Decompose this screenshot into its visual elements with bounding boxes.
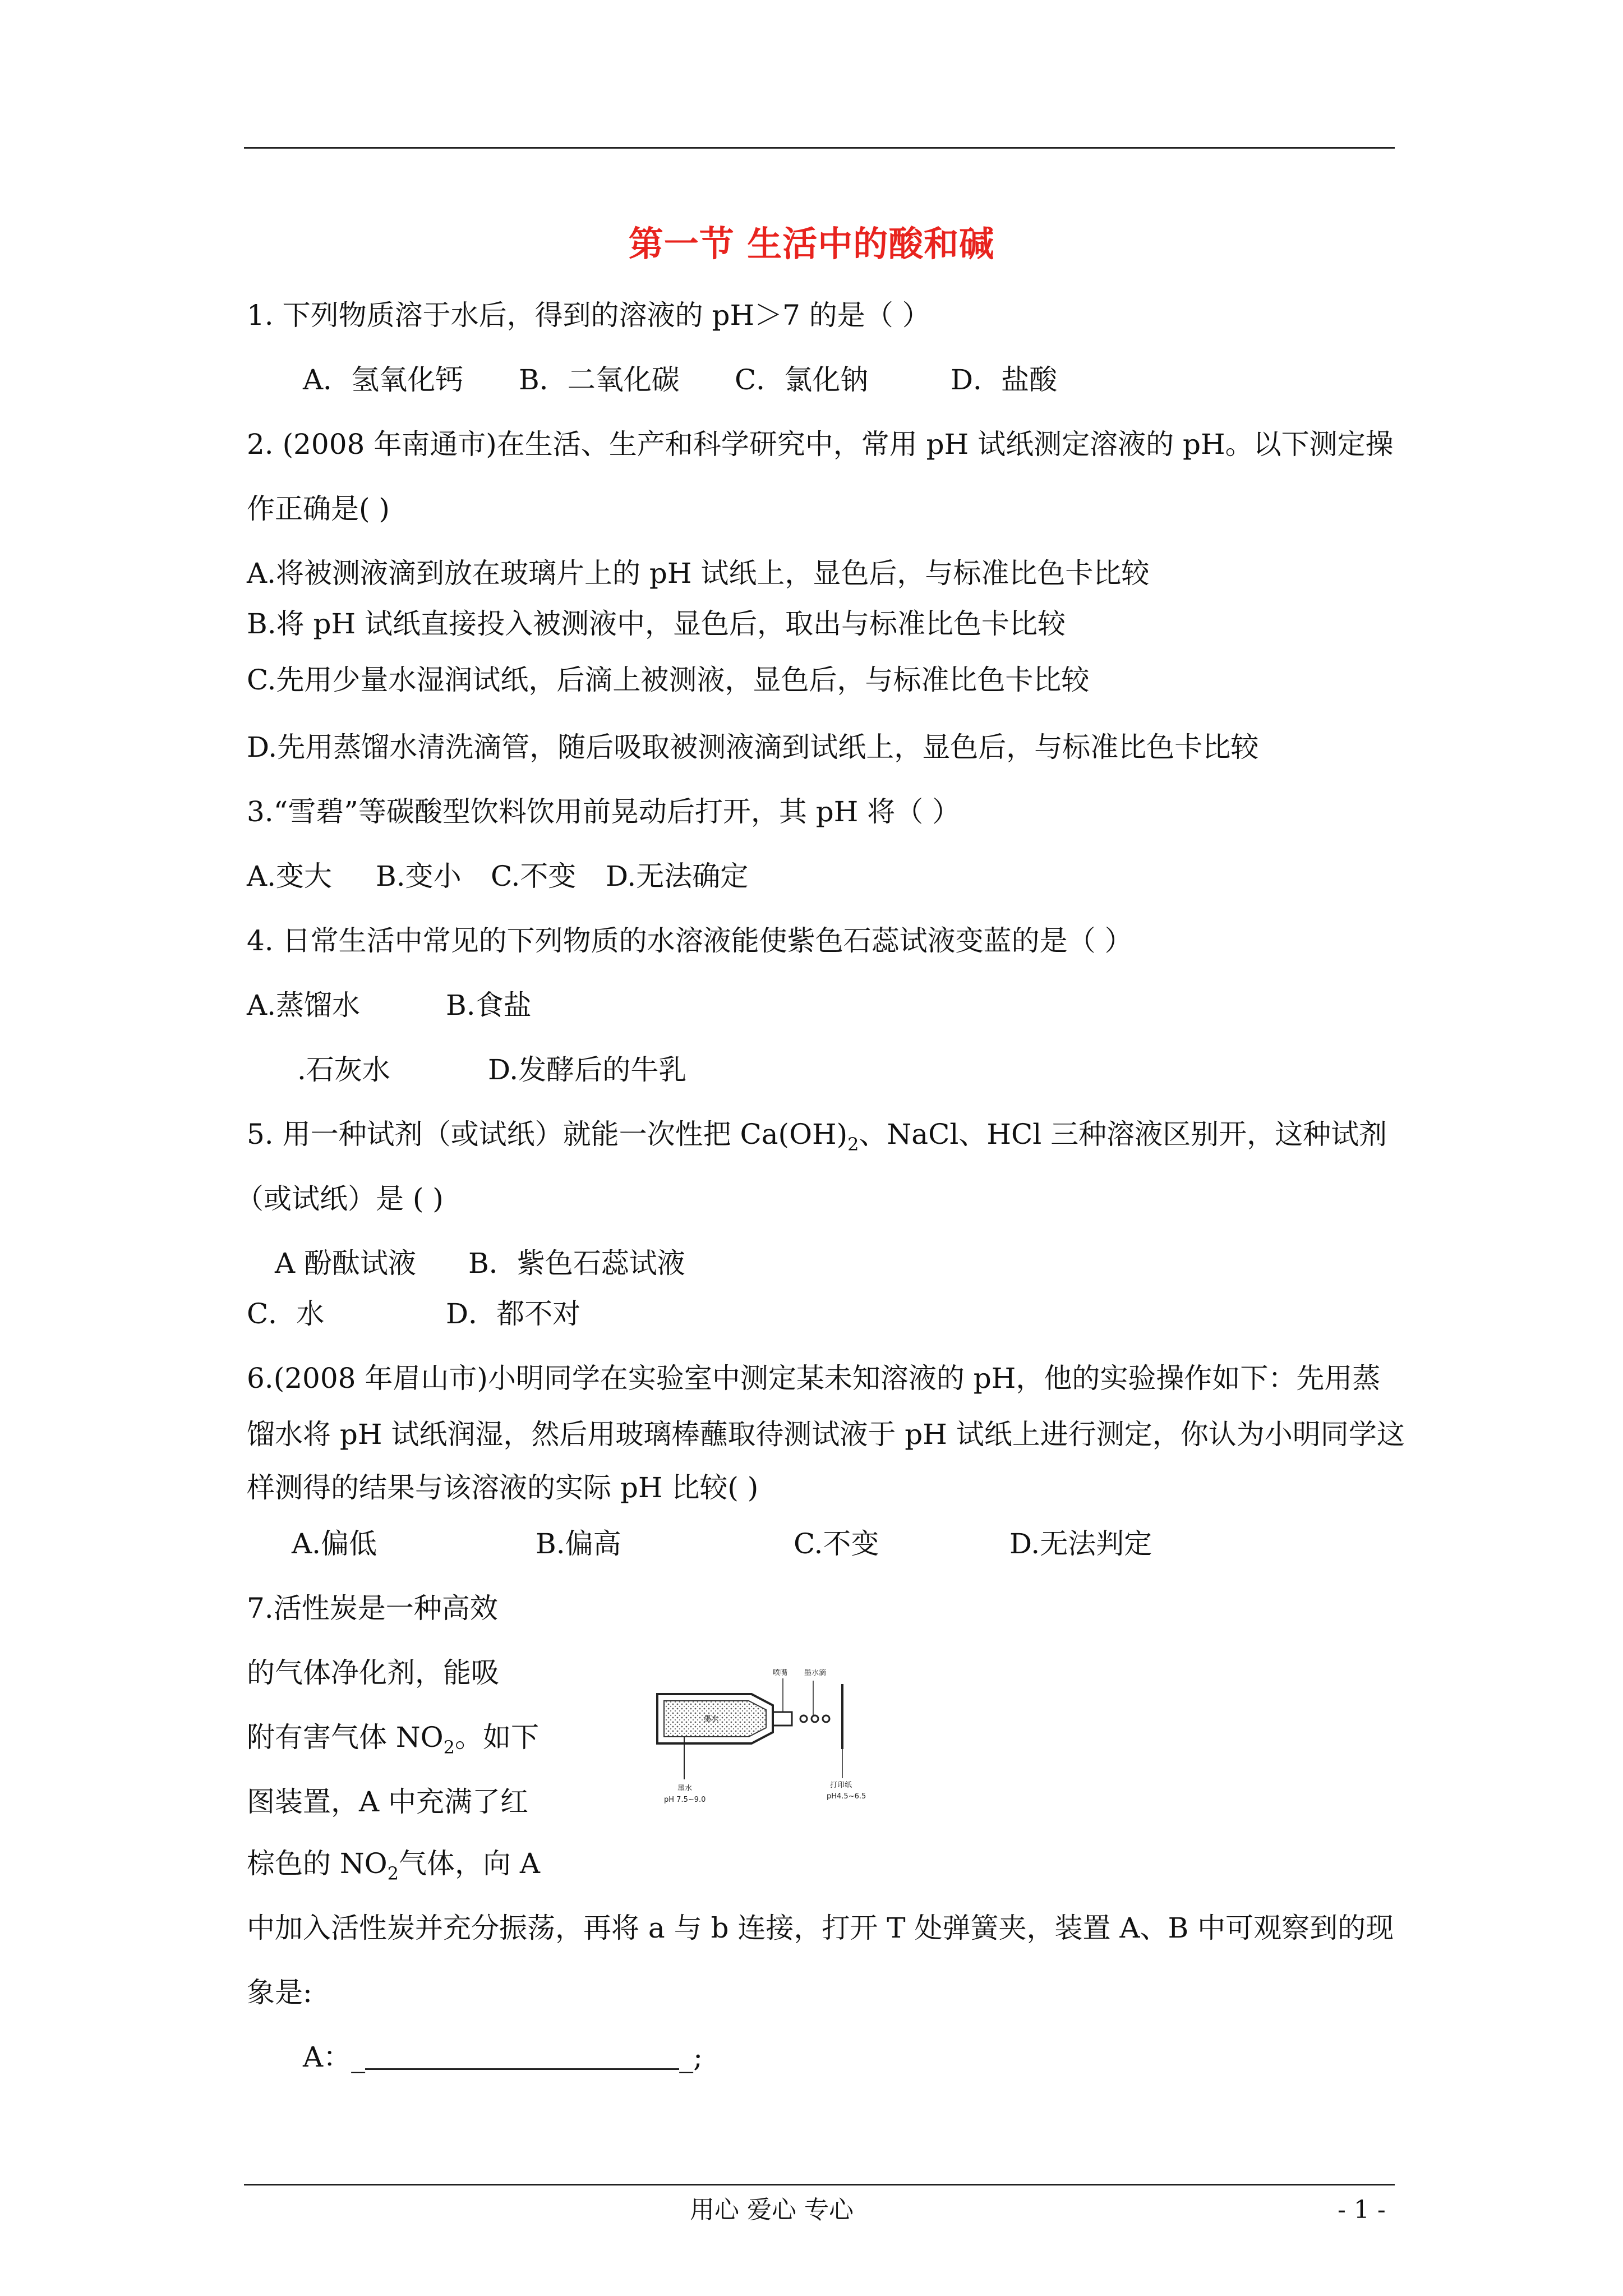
q7-answer-a-prefix: A：_: [303, 2041, 366, 2073]
q3-option-b: B.变小: [376, 860, 462, 892]
q1-option-b: B．二氧化碳: [519, 364, 680, 396]
q2-option-d: D.先用蒸馏水清洗滴管，随后吸取被测液滴到试纸上，显色后，与标准比色卡比较: [247, 731, 1259, 763]
ink-drop-2: [811, 1715, 818, 1722]
ink-ph-label: pH 7.5~9.0: [664, 1796, 706, 1804]
q3-option-c: C.不变: [491, 860, 577, 892]
q7-line3-subscript: 2: [443, 1737, 455, 1758]
q1-option-d: D．盐酸: [951, 364, 1058, 396]
q6-option-c: C.不变: [794, 1527, 879, 1560]
q7-line3-part2: 。如下: [455, 1721, 539, 1754]
q7-line5-part2: 气体，向 A: [399, 1847, 541, 1880]
q1-option-c: C．氯化钠: [735, 364, 869, 396]
q7-line2: 的气体净化剂，能吸: [247, 1657, 499, 1689]
q7-line3-part1: 附有害气体 NO: [247, 1721, 444, 1754]
q5-stem-line2: （或试纸）是 ( ): [236, 1182, 444, 1215]
q5-option-a: A 酚酞试液: [275, 1247, 417, 1280]
page-number: - 1 -: [1338, 2196, 1386, 2224]
q7-line7: 象是:: [247, 1976, 312, 2009]
q7-line5: [247, 1846, 540, 1892]
q2-option-a: A.将被测液滴到放在玻璃片上的 pH 试纸上，显色后，与标准比色卡比较: [247, 557, 1150, 590]
q5-option-c: C．水: [247, 1297, 325, 1330]
q7-line4: 图装置，A 中充满了红: [247, 1786, 529, 1818]
q4-stem: 4. 日常生活中常见的下列物质的水溶液能使紫色石蕊试液变蓝的是（ ）: [247, 924, 1133, 957]
paper-ph-label: pH4.5~6.5: [827, 1792, 866, 1801]
ink-label: 墨水: [677, 1784, 693, 1793]
q7-line1: 7.活性炭是一种高效: [247, 1592, 498, 1625]
q1-stem: 1. 下列物质溶于水后，得到的溶液的 pH＞7 的是（ ）: [247, 299, 930, 332]
q1-option-a: A．氢氧化钙: [303, 364, 464, 396]
q6-option-d: D.无法判定: [1009, 1527, 1152, 1560]
q6-option-a: A.偏低: [292, 1527, 377, 1560]
q3-stem: 3.“雪碧”等碳酸型饮料饮用前晃动后打开，其 pH 将（ ）: [247, 795, 961, 828]
q2-option-c: C.先用少量水湿润试纸，后滴上被测液，显色后，与标准比色卡比较: [247, 664, 1090, 696]
q6-stem-line3: 样测得的结果与该溶液的实际 pH 比较( ): [247, 1471, 759, 1504]
q7-line6: 中加入活性炭并充分振荡，再将 a 与 b 连接，打开 T 处弹簧夹，装置 A、B 中可观察到的现: [247, 1912, 1394, 1944]
q2-stem-line1: 2. (2008 年南通市)在生活、生产和科学研究中，常用 pH 试纸测定溶液的 pH。以下测定操: [247, 428, 1394, 461]
q7-answer-a-suffix: _;: [679, 2041, 703, 2073]
header-rule: [244, 147, 1395, 149]
q7-answer-a: [303, 2039, 703, 2075]
q5-stem-line1-part2: 、NaCl、HCl 三种溶液区别开，这种试剂: [859, 1118, 1387, 1151]
q6-stem-line2: 馏水将 pH 试纸润湿，然后用玻璃棒蘸取待测试液于 pH 试纸上进行测定，你认为小明同学这: [247, 1418, 1405, 1451]
nozzle: [773, 1712, 792, 1726]
inner-ink-label: 墨水: [704, 1715, 719, 1723]
q2-option-b: B.将 pH 试纸直接投入被测液中，显色后，取出与标准比色卡比较: [247, 608, 1066, 640]
ink-drop-label: 墨水滴: [804, 1669, 827, 1677]
q7-line5-subscript: 2: [387, 1863, 399, 1884]
nozzle-label: 喷嘴: [773, 1669, 788, 1677]
paper-label: 打印纸: [830, 1781, 852, 1789]
q4-option-b: B.食盐: [446, 989, 532, 1022]
q4-option-a: A.蒸馏水: [247, 989, 361, 1022]
q4-option-d: D.发酵后的牛乳: [488, 1053, 687, 1086]
page-title: 第一节 生活中的酸和碱: [628, 223, 995, 264]
q5-stem-line1-part1: 5. 用一种试剂（或试纸）就能一次性把 Ca(OH): [247, 1118, 848, 1151]
q2-stem-line2: 作正确是( ): [247, 493, 390, 525]
q7-answer-a-blank[interactable]: [365, 2041, 679, 2070]
q3-option-a: A.变大: [247, 860, 333, 892]
q6-option-b: B.偏高: [536, 1527, 621, 1560]
q5-option-d: D．都不对: [446, 1297, 581, 1330]
q5-stem-subscript: 2: [847, 1134, 859, 1155]
q5-stem-line1: [247, 1116, 1387, 1162]
q6-stem-line1: 6.(2008 年眉山市)小明同学在实验室中测定某未知溶液的 pH，他的实验操作如下：先用蒸: [247, 1362, 1381, 1395]
ink-drop-3: [823, 1715, 829, 1722]
inkjet-diagram: [645, 1649, 925, 1846]
footer-rule: [244, 2184, 1395, 2185]
inkjet-diagram-svg: [645, 1649, 925, 1846]
q5-option-b: B．紫色石蕊试液: [468, 1247, 685, 1280]
q7-line3: [247, 1719, 539, 1765]
footer-center: 用心 爱心 专心: [690, 2196, 854, 2224]
q7-line5-part1: 棕色的 NO: [247, 1847, 388, 1880]
q4-option-c: .石灰水: [297, 1053, 390, 1086]
ink-drop-1: [800, 1715, 807, 1722]
q3-option-d: D.无法确定: [606, 860, 749, 892]
